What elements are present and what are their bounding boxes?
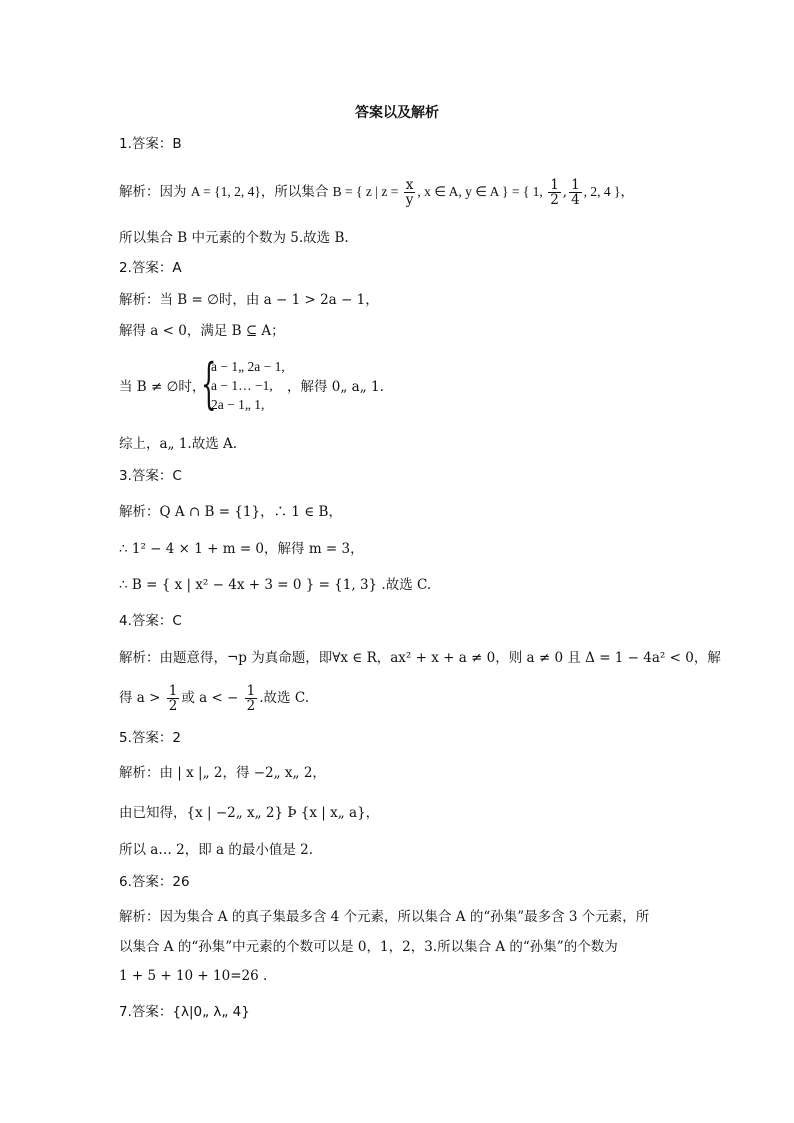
q1-explanation-line-1: 解析：因为 A = {1, 2, 4}，所以集合 B = { z | z = $\frac{x}{y}$ , x ∈ A, y ∈ A } = { 1, $\frac{1}{2}$ , $\frac{1}{4}$ , 2, 4 }， — [119, 177, 635, 208]
page-title: 答案以及解析 — [355, 105, 439, 121]
q5-explanation-line-3: 所以 a… 2，即 a 的最小值是 2. — [119, 842, 314, 858]
q2-system-row-1: a − 1„ 2a − 1, — [211, 359, 285, 374]
q6-explanation-line-1: 解析：因为集合 A 的真子集最多含 4 个元素，所以集合 A 的“孙集”最多含 3 个元素，所 — [119, 909, 650, 925]
q3-explanation-line-2: ∴ 1² − 4 × 1 + m = 0，解得 m = 3， — [119, 541, 364, 557]
left-brace-icon: { — [201, 352, 217, 415]
q1-set-b-pre: B = { z | z = — [332, 184, 402, 199]
q4-f1-num: 1 — [168, 683, 178, 699]
q4-explanation-line-1: 解析：由题意得，¬p 为真命题，即∀x ∈ R，ax² + x + a ≠ 0，则 a ≠ 0 且 Δ = 1 − 4a² < 0，解 — [119, 650, 721, 666]
q4-explanation-line-2 — [119, 684, 309, 713]
q1-tail: , 2, 4 }， — [583, 184, 635, 199]
q1-set-a: A = {1, 2, 4} — [190, 184, 261, 199]
q2-explanation-line-2: 解得 a < 0，满足 B ⊆ A； — [119, 323, 285, 339]
q4-answer: 4.答案：C — [119, 613, 182, 629]
q1-frac-den: y — [405, 192, 414, 208]
q3-explanation-line-3: ∴ B = { x | x² − 4x + 3 = 0 } = {1, 3} .故选 C. — [119, 577, 432, 593]
q2-system-rows — [211, 357, 285, 414]
q4-text-3: .故选 C. — [259, 690, 309, 706]
q1-fraction-xy — [404, 178, 416, 207]
q4-text-2: 或 a < − — [181, 690, 243, 706]
q1-f1-den: 2 — [550, 192, 559, 208]
q3-explanation-line-1: 解析：Q A ∩ B = {1}，∴ 1 ∈ B， — [119, 504, 342, 520]
q1-f1-num: 1 — [550, 177, 559, 193]
q5-explanation-line-1: 解析：由 | x |„ 2，得 −2„ x„ 2， — [119, 765, 326, 781]
q5-answer: 5.答案：2 — [119, 730, 181, 746]
q2-system-row-2: a − 1… −1, — [211, 378, 273, 393]
q5-explanation-line-2: 由已知得，{x | −2„ x„ 2} Þ {x | x„ a}， — [119, 805, 380, 821]
q2-system-lead: 当 B ≠ ∅时， — [119, 379, 206, 395]
q6-explanation-line-2: 以集合 A 的“孙集”中元素的个数可以是 0，1，2，3.所以集合 A 的“孙集”的个数为 — [119, 939, 618, 955]
q4-f2-num: 1 — [246, 683, 256, 699]
q2-system-result: ，解得 0„ a„ 1. — [287, 379, 384, 395]
q1-f2-den: 4 — [571, 192, 580, 208]
q4-fraction-2 — [245, 684, 258, 713]
q1-fraction-quarter — [569, 178, 582, 207]
q4-text-1: 得 a > — [119, 690, 165, 706]
q4-f2-den: 2 — [246, 698, 256, 714]
q6-explanation-line-3: 1 + 5 + 10 + 10=26 . — [119, 968, 268, 984]
q2-explanation-line-1: 解析：当 B = ∅时，由 a − 1 > 2a − 1， — [119, 292, 379, 308]
q1-answer: 1.答案：B — [119, 136, 182, 152]
q4-f1-den: 2 — [168, 698, 178, 714]
q1-fraction-half — [548, 178, 561, 207]
q1-frac-num: x — [405, 177, 414, 193]
q2-system-row-3: 2a − 1„ 1, — [211, 397, 265, 412]
q4-fraction-1 — [167, 684, 180, 713]
q1-set-b-post: , x ∈ A, y ∈ A } = { 1, — [417, 184, 547, 199]
q2-answer: 2.答案：A — [119, 260, 182, 276]
q6-answer: 6.答案：26 — [119, 874, 190, 890]
q1-explanation-line-2: 所以集合 B 中元素的个数为 5.故选 B. — [119, 230, 349, 246]
q7-answer: 7.答案：{λ|0„ λ„ 4} — [119, 1004, 250, 1020]
q3-answer: 3.答案：C — [119, 468, 182, 484]
q1-f2-num: 1 — [571, 177, 580, 193]
q2-conclusion: 综上，a„ 1.故选 A. — [119, 436, 238, 452]
q1-text-2: ，所以集合 — [260, 184, 333, 200]
q1-text-1: 解析：因为 — [119, 184, 191, 200]
